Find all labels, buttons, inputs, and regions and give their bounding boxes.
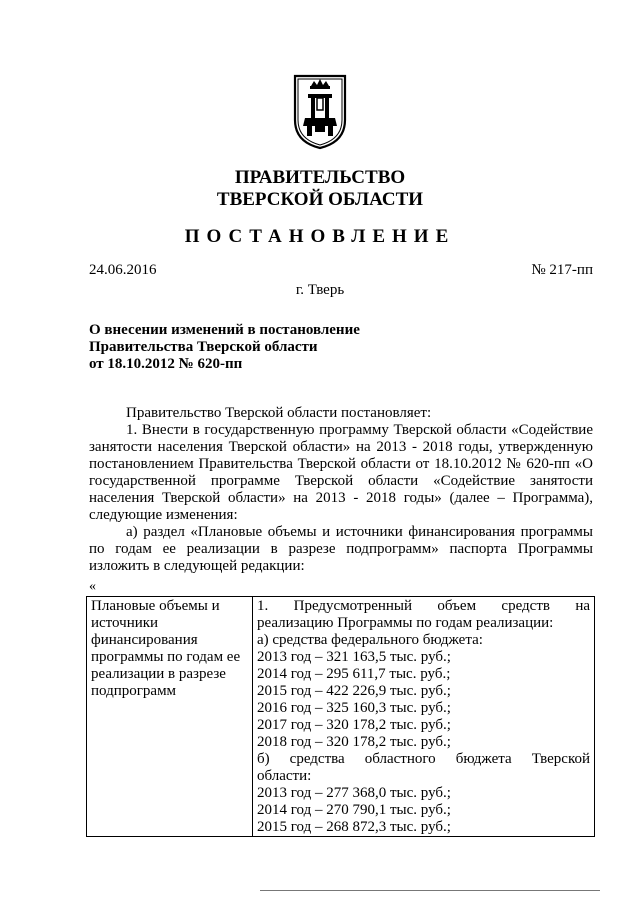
funding-intro-line: 1. Предусмотренный объем средств на <box>257 598 590 614</box>
regional-budget-header: б) средства областного бюджета Тверской <box>257 751 590 767</box>
opening-quote: « <box>89 579 96 594</box>
body-item-1a: а) раздел «Плановые объемы и источники финансирования программы по годам ее реализации в разрезе подпрограмм» паспорта Программы изложить в следующей редакции: <box>89 524 593 574</box>
federal-year-line: 2015 год – 422 226,9 тыс. руб.; <box>257 683 451 699</box>
federal-year-line: 2017 год – 320 178,2 тыс. руб.; <box>257 717 451 733</box>
document-type-heading: ПОСТАНОВЛЕНИЕ <box>184 226 456 247</box>
subject-line: от 18.10.2012 № 620-пп <box>89 356 243 372</box>
subject-line: О внесении изменений в постановление <box>89 322 360 338</box>
regional-budget-header: области: <box>257 768 312 784</box>
funding-label-cell <box>87 597 253 837</box>
label-line: Плановые объемы и <box>91 598 220 614</box>
federal-year-line: 2013 год – 321 163,5 тыс. руб.; <box>257 649 451 665</box>
table-row <box>87 597 595 837</box>
subject-line: Правительства Тверской области <box>89 339 318 355</box>
authority-title-line2: ТВЕРСКОЙ ОБЛАСТИ <box>216 189 424 210</box>
regional-year-line: 2013 год – 277 368,0 тыс. руб.; <box>257 785 451 801</box>
document-city: г. Тверь <box>295 282 345 298</box>
federal-year-line: 2018 год – 320 178,2 тыс. руб.; <box>257 734 451 750</box>
regional-year-line: 2014 год – 270 790,1 тыс. руб.; <box>257 802 451 818</box>
body-intro: Правительство Тверской области постановляет: <box>126 405 432 421</box>
coat-of-arms-emblem <box>291 72 349 150</box>
document-subject <box>89 322 360 373</box>
federal-year-line: 2014 год – 295 611,7 тыс. руб.; <box>257 666 451 682</box>
label-line: источники <box>91 615 159 631</box>
label-line: программы по годам ее <box>91 649 241 665</box>
label-line: финансирования <box>91 632 198 648</box>
regional-year-line: 2015 год – 268 872,3 тыс. руб.; <box>257 819 451 835</box>
funding-table <box>86 596 595 837</box>
funding-values-cell <box>253 597 595 837</box>
label-line: подпрограмм <box>91 683 177 699</box>
page-bottom-rule <box>260 890 600 891</box>
label-line: реализации в разрезе <box>91 666 226 682</box>
body-item-1: 1. Внести в государственную программу Тверской области «Содействие занятости населения Тверской области» на 2013 - 2018 годы, утвержденную постановлением Правительства Тверской области от 18.10.2012 № 620-пп «О государственной программе Тверской области «Содействие занятости населения Тверской области» на 2013 - 2018 годы» (далее – Программа), следующие изменения: <box>89 422 593 523</box>
document-body <box>89 405 593 575</box>
authority-title-line1: ПРАВИТЕЛЬСТВО <box>234 167 406 188</box>
federal-year-line: 2016 год – 325 160,3 тыс. руб.; <box>257 700 451 716</box>
document-number: № 217-пп <box>531 262 593 278</box>
federal-budget-header: а) средства федерального бюджета: <box>257 632 483 648</box>
funding-intro-line: реализацию Программы по годам реализации: <box>257 615 554 631</box>
document-date: 24.06.2016 <box>89 262 157 278</box>
